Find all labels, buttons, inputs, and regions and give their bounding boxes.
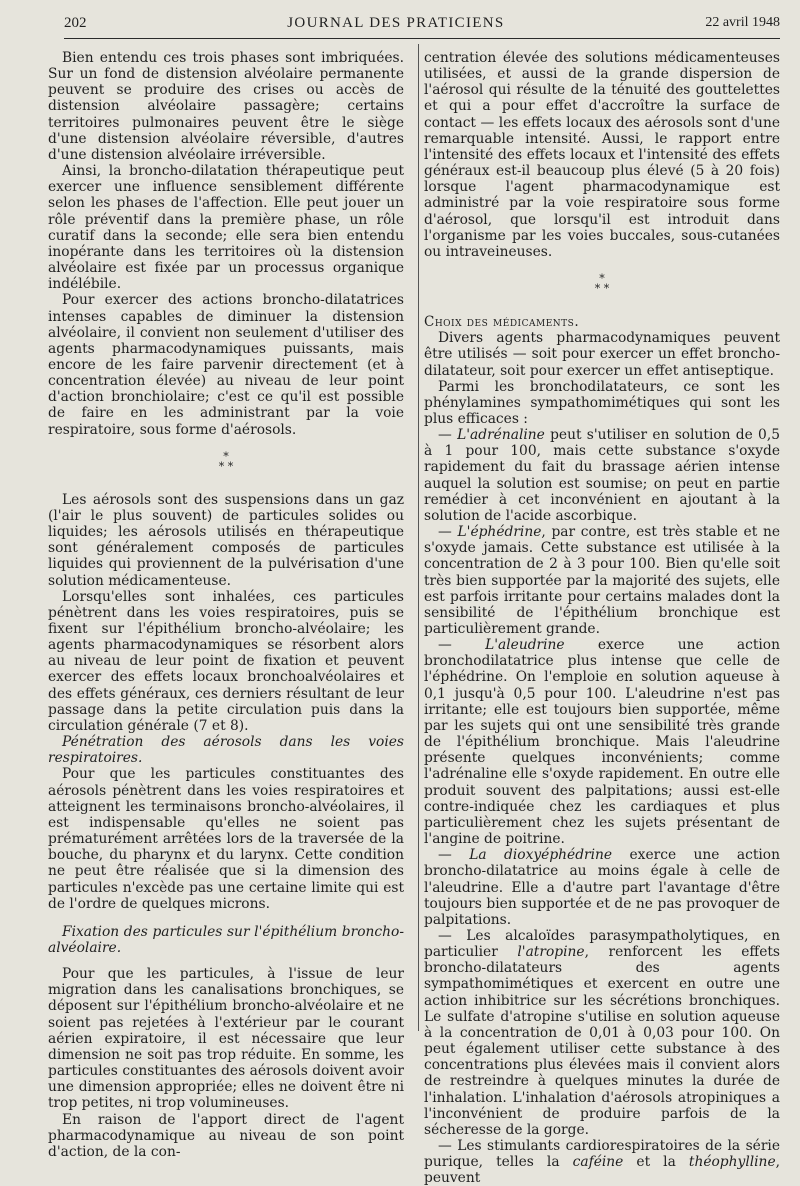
drug-term: L'aleudrine [485,637,565,654]
column-divider [418,44,419,1031]
drug-term: théophylline [688,1154,776,1171]
drug-term: l'atropine [517,944,585,961]
section-separator-stars: * * * [594,272,610,296]
paragraph: Les aérosols sont des suspensions dans un gaz (l'air le plus souvent) de particules solides ou liquides; les aérosols utilisés en thérapeutique sont généralement composés de particules liquides qui proviennent de la pulvérisation d'une solution médicamenteuse. [48,491,404,589]
paragraph-dioxyephedrine: — La dioxyéphédrine exerce une action broncho-dilatatrice au moins égale à celle de l'aleudrine. Elle a d'autre part l'avantage d'être toujours bien supportée et de ne pas provoquer de palpitations. [424,847,780,928]
paragraph: Pour que les particules, à l'issue de leur migration dans les canalisations bronchiques, se déposent sur l'épithélium broncho-alvéolaire et ne soient pas rejetées à l'extérieur par le courant aérien expiratoire, il est nécessaire que leur dimension ne soit pas trop réduite. En somme, les particules constituantes des aérosols doivent avoir une dimension appropriée; elles ne doivent être ni trop petites, ni trop volumineuses. [48,966,404,1112]
issue-date: 22 avril 1948 [705,15,780,30]
paragraph: Bien entendu ces trois phases sont imbriquées. Sur un fond de distension alvéolaire permanente peuvent se produire des crises ou accès de distension alvéolaire passagère; certains territoires pulmonaires peuvent être le siège d'une distension alvéolaire réversible, d'autres d'une distension alvéolaire irréversible. [48,50,404,163]
paragraph: Lorsqu'elles sont inhalées, ces particules pénètrent dans les voies respiratoires, puis se fixent sur l'épithélium broncho-alvéolaire; les agents pharmacodynamiques se résorbent alors au niveau de leur point de fixation et peuvent exercer des effets locaux bronchoalvéolaires et des effets généraux, ces derniers résultant de leur passage dans la petite circulation puis dans la circulation générale (7 et 8). [48,588,404,734]
right-column [424,50,780,1186]
paragraph-ephedrine: — L'éphédrine, par contre, est très stable et ne s'oxyde jamais. Cette substance est utilisée à la concentration de 2 à 3 pour 100. Bien qu'elle soit très bien supportée par la majorité des sujets, elle est parfois irritante pour certains malades dont la sensibilité de l'épithélium bronchique est particulièrement grande. [424,524,780,637]
page-header [64,8,780,39]
paragraph: centration élevée des solutions médicamenteuses utilisées, et aussi de la grande dispersion de l'aérosol qui résulte de la ténuité des gouttelettes et qui a pour effet d'accroître la surface de contact — les effets locaux des aérosols sont d'une remarquable intensité. Aussi, le rapport entre l'intensité des effets locaux et l'intensité des effets généraux est-il beaucoup plus élevé (5 à 20 fois) lorsque l'agent pharmacodynamique est administré par la voie respiratoire sous forme d'aérosol, que lorsqu'il est introduit dans l'organisme par les voies buccales, sous-cutanées ou intraveineuses. [424,50,780,260]
drug-term: L'éphédrine [457,524,542,541]
paragraph-adrenaline: — L'adrénaline peut s'utiliser en solution de 0,5 à 1 pour 100, mais cette substance s'oxyde rapidement du fait du brassage aérien intense auquel la solution est soumise; on peut en partie remédier à cet inconvénient en ajoutant à la solution de l'acide ascorbique. [424,427,780,524]
subheading-fixation: Fixation des particules sur l'épithélium broncho-alvéolaire. [48,923,404,956]
paragraph: Parmi les bronchodilatateurs, ce sont les phénylamines sympathomimétiques qui sont les plus efficaces : [424,378,780,427]
paragraph: Ainsi, la broncho-dilatation thérapeutique peut exercer une influence sensiblement différente selon les phases de l'affection. Elle peut jouer un rôle préventif dans la première phase, un rôle curatif dans la seconde; elle sera bien entendu inopérante dans les territoires où la distension alvéolaire est fixée par un processus organique indélébile. [48,163,404,293]
left-column [48,50,404,1160]
journal-title: JOURNAL DES PRATICIENS [287,14,505,31]
paragraph-puriques: — Les stimulants cardiorespiratoires de la série purique, telles la caféine et la théophylline, peuvent [424,1138,780,1186]
paragraph: Divers agents pharmacodynamiques peuvent être utilisés — soit pour exercer un effet broncho-dilatateur, soit pour exercer un effet antiseptique. [424,330,780,379]
drug-term: L'adrénaline [457,427,545,444]
paragraph: En raison de l'apport direct de l'agent pharmacodynamique au niveau de son point d'action, de la con- [48,1111,404,1160]
paragraph: Pour exercer des actions broncho-dilatatrices intenses capables de diminuer la distension alvéolaire, il convient non seulement d'utiliser des agents pharmacodynamiques puissants, mais encore de les faire parvenir directement (et à concentration élevée) au niveau de leur point d'action bronchiolaire; c'est ce qu'il est possible de faire en les administrant par la voie respiratoire, sous forme d'aérosols. [48,292,404,438]
section-separator-stars: * * * [218,449,234,473]
paragraph: Pour que les particules constituantes des aérosols pénètrent dans les voies respiratoires et atteignent les terminaisons broncho-alvéolaires, il est indispensable qu'elles ne soient pas prématurément arrêtées lors de la traversée de la bouche, du pharynx et du larynx. Cette condition ne peut être réalisée que si la dimension des particules n'excède pas une certaine limite qui est de l'ordre de quelques microns. [48,766,404,912]
drug-term: La dioxyéphédrine [469,847,613,864]
page-number: 202 [64,14,87,31]
subheading-penetration: Pénétration des aérosols dans les voies respiratoires. [48,734,404,767]
paragraph-atropine: — Les alcaloïdes parasympatholytiques, en particulier l'atropine, renforcent les effets broncho-dilatateurs des agents sympathomimétiques et exercent en outre une action inhibitrice sur les sécrétions bronchiques. Le sulfate d'atropine s'utilise en solution aqueuse à la concentration de 0,01 à 0,03 pour 100. On peut également utiliser cette substance à des concentrations plus élevées mais il convient alors de restreindre à quelques minutes la durée de l'inhalation. L'inhalation d'aérosols atropiniques a l'inconvénient de produire parfois de la sécheresse de la gorge. [424,927,780,1138]
drug-term: caféine [572,1154,624,1171]
section-title-choix: Choix des médicaments. [424,314,580,331]
paragraph-aleudrine: — L'aleudrine exerce une action bronchodilatatrice plus intense que celle de l'éphédrine. On l'emploie en solution aqueuse à 0,1 jusqu'à 0,5 pour 100. L'aleudrine n'est pas irritante; elle est toujours bien supportée, même par les sujets qui ont une sensibilité très grande de l'épithélium bronchique. Mais l'aleudrine présente quelques inconvénients; comme l'adrénaline elle s'oxyde rapidement. En outre elle produit souvent des palpitations; aussi est-elle contre-indiquée chez les cardiaques et plus particulièrement chez les sujets présentant de l'angine de poitrine. [424,637,781,848]
